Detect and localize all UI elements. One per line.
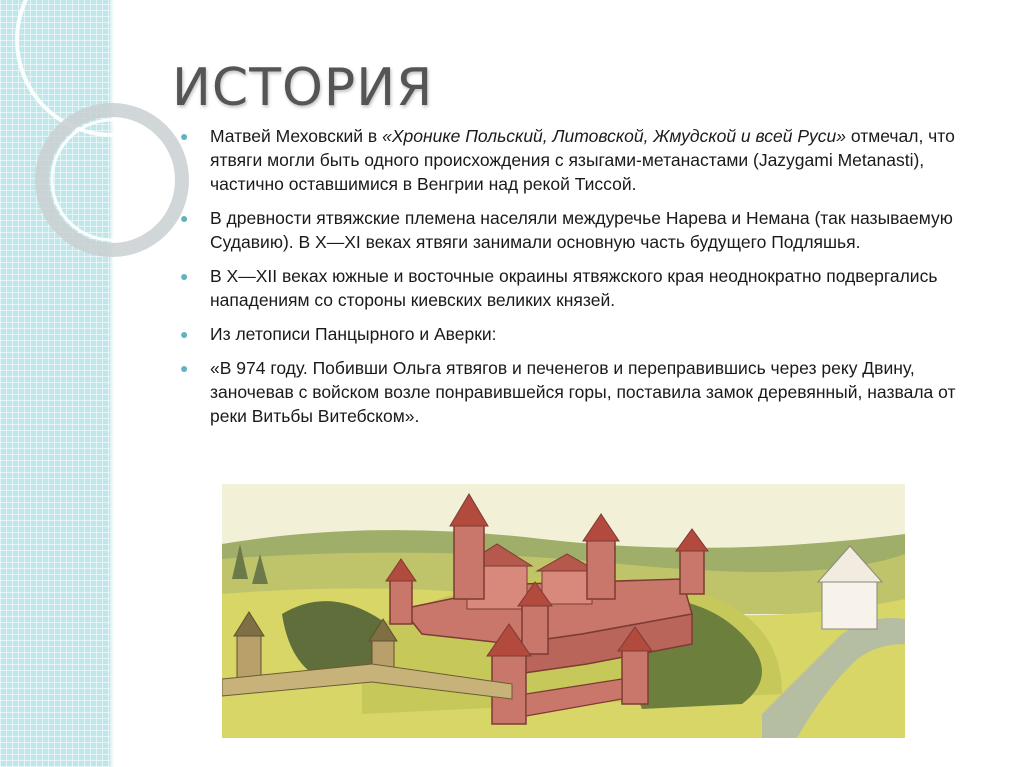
bullet-text: Матвей Меховский в bbox=[210, 126, 383, 146]
bullet-item bbox=[178, 206, 968, 254]
bullet-item bbox=[178, 356, 968, 428]
bullet-item bbox=[178, 322, 968, 346]
castle-illustration-icon bbox=[222, 484, 905, 738]
bullet-text: В X—XII веках южные и восточные окраины ятвяжского края неоднократно подвергались нападениям со стороны киевских великих князей. bbox=[210, 266, 938, 310]
bullet-text: Из летописи Панцырного и Аверки: bbox=[210, 324, 497, 344]
slide-title: ИСТОРИЯ bbox=[172, 58, 434, 118]
bullet-text: «В 974 году. Побивши Ольга ятвягов и печенегов и переправившись через реку Двину, заночевав с войском возле понравившейся горы, поставила замок деревянный, назвала от реки Витьбы Витебском». bbox=[210, 358, 956, 426]
bullet-icon: ● bbox=[180, 210, 189, 226]
bullet-item bbox=[178, 264, 968, 312]
bullet-icon: ● bbox=[180, 326, 189, 342]
circle-ornament-icon bbox=[0, 0, 200, 300]
bullet-icon: ● bbox=[180, 268, 189, 284]
bullet-item bbox=[178, 124, 968, 196]
bullet-icon: ● bbox=[180, 360, 189, 376]
bullet-text: отмечал, что ятвяги могли быть одного происхождения с языгами-метанастами (Jazygami Metanasti), частично оставшимися в Венгрии над рекой Тиссой. bbox=[210, 126, 955, 194]
bullet-text: В древности ятвяжские племена населяли междуречье Нарева и Немана (так называемую Судавию). В X—XI веках ятвяги занимали основную часть будущего Подляшья. bbox=[210, 208, 953, 252]
bullet-icon: ● bbox=[180, 128, 189, 144]
castle-illustration bbox=[222, 484, 905, 738]
bullet-italic-text: «Хронике Польский, Литовской, Жмудской и всей Руси» bbox=[382, 126, 846, 146]
bullet-list bbox=[178, 124, 968, 438]
